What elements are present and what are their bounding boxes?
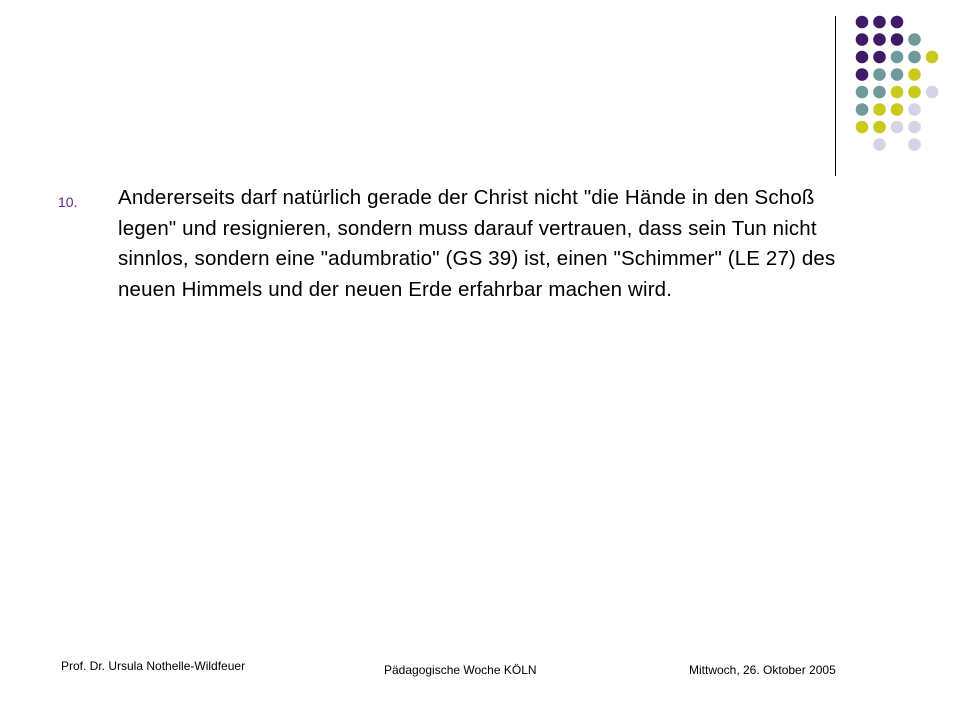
footer-event: Pädagogische Woche KÖLN bbox=[384, 663, 537, 677]
dot-teal bbox=[891, 51, 904, 64]
dot-olive bbox=[926, 51, 939, 64]
footer-date: Mittwoch, 26. Oktober 2005 bbox=[689, 663, 836, 677]
numbered-item bbox=[58, 183, 858, 305]
dot-lavender bbox=[926, 86, 939, 99]
dot-lavender bbox=[908, 103, 921, 116]
dot-teal bbox=[856, 103, 869, 116]
dot-lavender bbox=[891, 121, 904, 134]
dot-olive bbox=[891, 86, 904, 99]
dot-olive bbox=[891, 103, 904, 116]
dot-olive bbox=[873, 103, 886, 116]
dot-purple bbox=[873, 33, 886, 46]
dot-lavender bbox=[908, 138, 921, 151]
dot-purple bbox=[856, 68, 869, 81]
item-text: Andererseits darf natürlich gerade der Christ nicht "die Hände in den Schoß legen" und resignieren, sondern muss darauf vertrauen, dass sein Tun nicht sinnlos, sondern eine "adumbratio" (GS 39) ist, einen "Schimmer" (LE 27) des neuen Himmels und der neuen Erde erfahrbar machen wird. bbox=[118, 186, 836, 301]
dot-lavender bbox=[873, 138, 886, 151]
dot-purple bbox=[856, 33, 869, 46]
dot-olive bbox=[908, 86, 921, 99]
dot-teal bbox=[856, 86, 869, 99]
dot-lavender bbox=[908, 121, 921, 134]
footer-author: Prof. Dr. Ursula Nothelle-Wildfeuer bbox=[61, 659, 246, 673]
dot-olive bbox=[856, 121, 869, 134]
dot-teal bbox=[873, 68, 886, 81]
dot-purple bbox=[873, 16, 886, 29]
dot-purple bbox=[856, 51, 869, 64]
slide-body bbox=[58, 183, 858, 305]
dot-olive bbox=[908, 68, 921, 81]
dot-purple bbox=[891, 33, 904, 46]
dot-teal bbox=[908, 33, 921, 46]
dot-teal bbox=[891, 68, 904, 81]
dot-teal bbox=[908, 51, 921, 64]
dot-olive bbox=[873, 121, 886, 134]
dot-teal bbox=[873, 86, 886, 99]
dot-purple bbox=[891, 16, 904, 29]
dot-purple bbox=[873, 51, 886, 64]
dot-purple bbox=[856, 16, 869, 29]
item-number: 10. bbox=[58, 194, 78, 210]
vertical-divider bbox=[835, 16, 836, 176]
